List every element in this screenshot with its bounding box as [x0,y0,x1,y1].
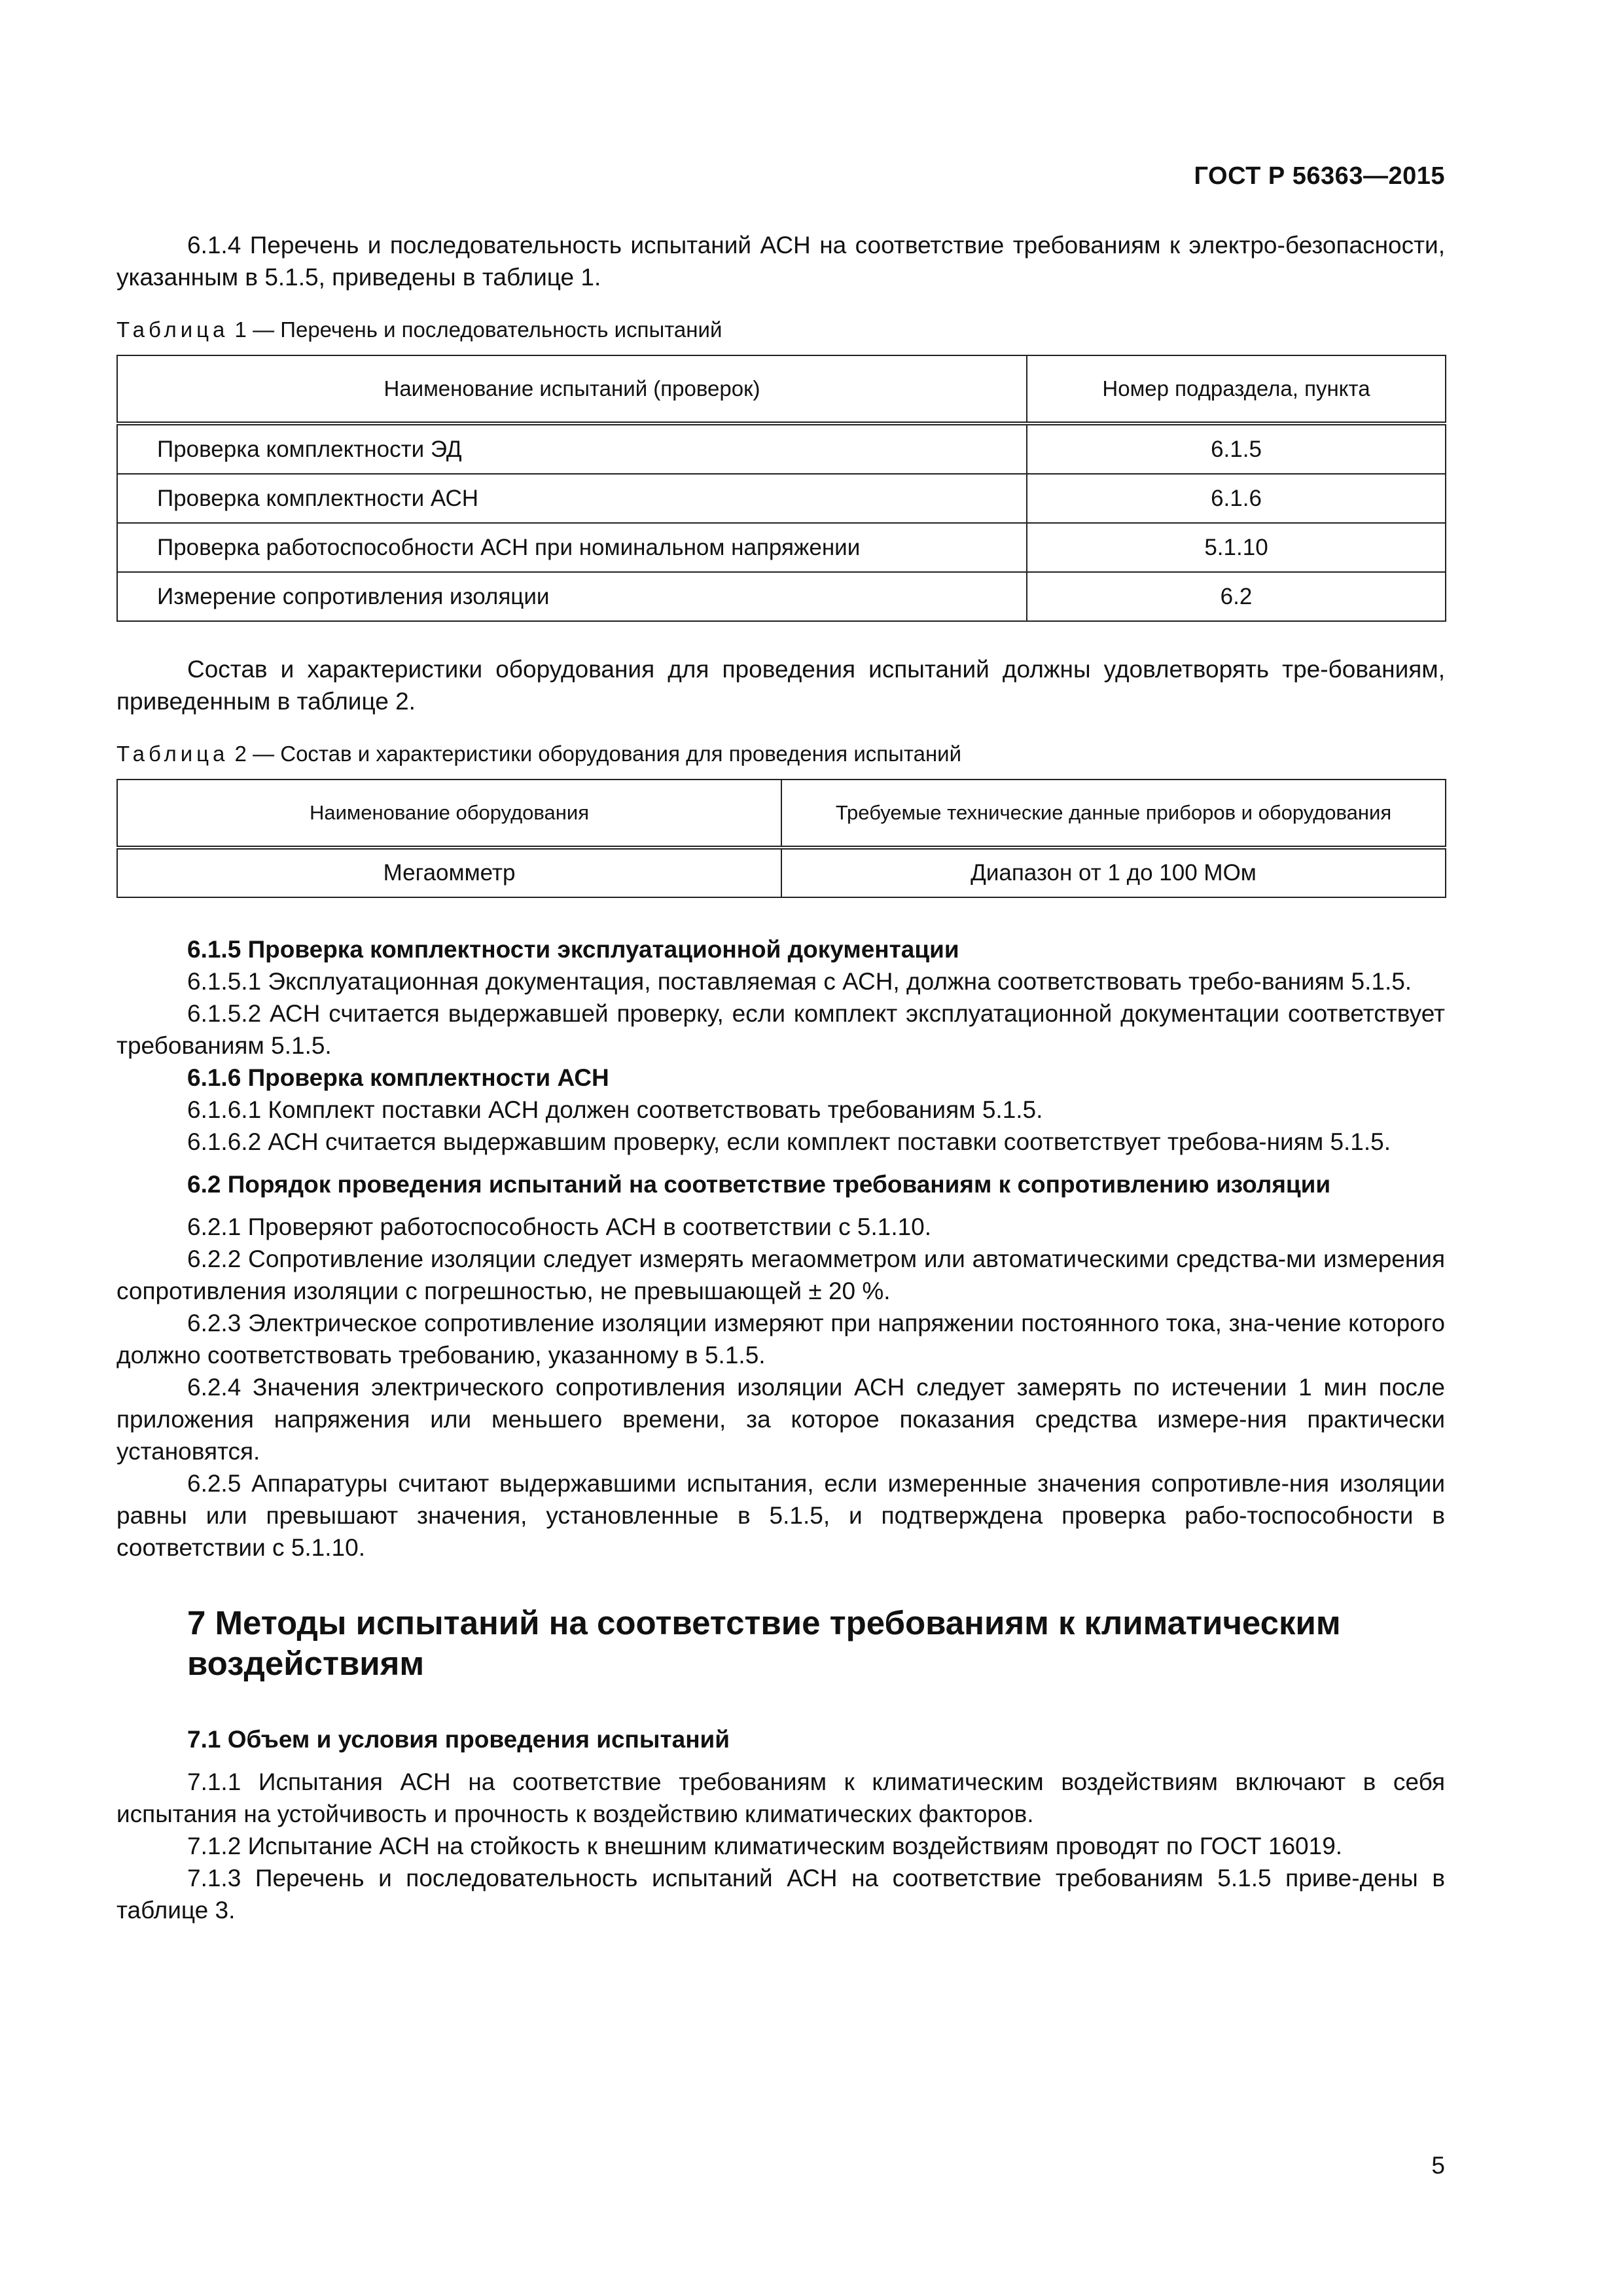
heading-6-1-6: 6.1.6 Проверка комплектности АСН [187,1064,609,1091]
paragraph-equipment: Состав и характеристики оборудования для проведения испытаний должны удовлетворять тре-бованиям, приведенным в таблице 2. [116,656,1445,715]
heading-7-1: 7.1 Объем и условия проведения испытаний [187,1726,730,1753]
table-cell: Проверка комплектности АСН [117,474,1027,523]
table1-header-name: Наименование испытаний (проверок) [117,355,1027,423]
table-cell: Проверка работоспособности АСН при номинальном напряжении [117,523,1027,572]
table-row [117,523,1446,572]
paragraph-6-1-4: 6.1.4 Перечень и последовательность испытаний АСН на соответствие требованиям к электро-безопасности, указанным в 5.1.5, приведены в таблице 1. [116,232,1445,291]
table1-caption-text: 1 — Перечень и последовательность испытаний [228,317,722,342]
paragraph-6-1-5-1: 6.1.5.1 Эксплуатационная документация, поставляемая с АСН, должна соответствовать требо-ваниям 5.1.5. [187,968,1412,995]
paragraph-6-2-3: 6.2.3 Электрическое сопротивление изоляции измеряют при напряжении постоянного тока, зна-чение которого должно соответствовать требованию, указанному в 5.1.5. [116,1310,1445,1369]
table-cell: Диапазон от 1 до 100 МОм [781,848,1446,897]
table-cell: 5.1.10 [1027,523,1446,572]
table1-caption-label: Таблица [116,317,229,342]
table-row [117,572,1446,621]
page-number: 5 [1431,2152,1445,2179]
paragraph-6-1-5-2: 6.1.5.2 АСН считается выдержавшей проверку, если комплект эксплуатационной документации соответствует требованиям 5.1.5. [116,1000,1445,1059]
table-cell: 6.1.5 [1027,423,1446,474]
table-row [117,423,1446,474]
table2-caption-text: 2 — Состав и характеристики оборудования для проведения испытаний [228,742,962,766]
document-number: ГОСТ Р 56363—2015 [1194,162,1445,190]
table2-header-equipment: Наименование оборудования [117,780,781,848]
page-content [116,229,1445,1926]
heading-6-2: 6.2 Порядок проведения испытаний на соответствие требованиям к сопротивлению изоляции [187,1171,1331,1198]
equipment-table [116,779,1446,898]
table-cell: 6.2 [1027,572,1446,621]
paragraph-7-1-2: 7.1.2 Испытание АСН на стойкость к внешним климатическим воздействиям проводят по ГОСТ 16019. [187,1833,1343,1859]
table1-header-number: Номер подраздела, пункта [1027,355,1446,423]
paragraph-7-1-1: 7.1.1 Испытания АСН на соответствие требованиям к климатическим воздействиям включают в себя испытания на устойчивость и прочность к воздействию климатических факторов. [116,1768,1445,1827]
paragraph-7-1-3: 7.1.3 Перечень и последовательность испытаний АСН на соответствие требованиям 5.1.5 приве-дены в таблице 3. [116,1865,1445,1924]
table-cell: Проверка комплектности ЭД [117,423,1027,474]
heading-section-7: 7 Методы испытаний на соответствие требованиям к климатическим воздействиям [187,1604,1341,1682]
paragraph-6-1-6-2: 6.1.6.2 АСН считается выдержавшим проверку, если комплект поставки соответствует требова-ниям 5.1.5. [187,1128,1391,1155]
table-cell: Измерение сопротивления изоляции [117,572,1027,621]
paragraph-6-2-1: 6.2.1 Проверяют работоспособность АСН в соответствии с 5.1.10. [187,1213,932,1240]
table-row [117,848,1446,897]
paragraph-6-2-5: 6.2.5 Аппаратуры считают выдержавшими испытания, если измеренные значения сопротивле-ния изоляции равны или превышают значения, установленные в 5.1.5, и подтверждена проверка рабо-тоспособности в соответствии с 5.1.10. [116,1470,1445,1561]
table2-caption-label: Таблица [116,742,229,766]
table2-header-specs: Требуемые технические данные приборов и оборудования [781,780,1446,848]
paragraph-6-2-2: 6.2.2 Сопротивление изоляции следует измерять мегаомметром или автоматическими средства-ми измерения сопротивления изоляции с погрешностью, не превышающей ± 20 %. [116,1246,1445,1304]
table-cell: Мегаомметр [117,848,781,897]
tests-table [116,355,1446,622]
table1-caption [116,315,1445,344]
table-row [117,474,1446,523]
paragraph-6-1-6-1: 6.1.6.1 Комплект поставки АСН должен соответствовать требованиям 5.1.5. [187,1096,1043,1123]
heading-6-1-5: 6.1.5 Проверка комплектности эксплуатационной документации [187,936,959,963]
document-page [116,0,1445,2296]
paragraph-6-2-4: 6.2.4 Значения электрического сопротивления изоляции АСН следует замерять по истечении 1 мин после приложения напряжения или меньшего времени, за которое показания средства измере-ния практически установятся. [116,1374,1445,1465]
table-cell: 6.1.6 [1027,474,1446,523]
table2-caption [116,740,1445,768]
